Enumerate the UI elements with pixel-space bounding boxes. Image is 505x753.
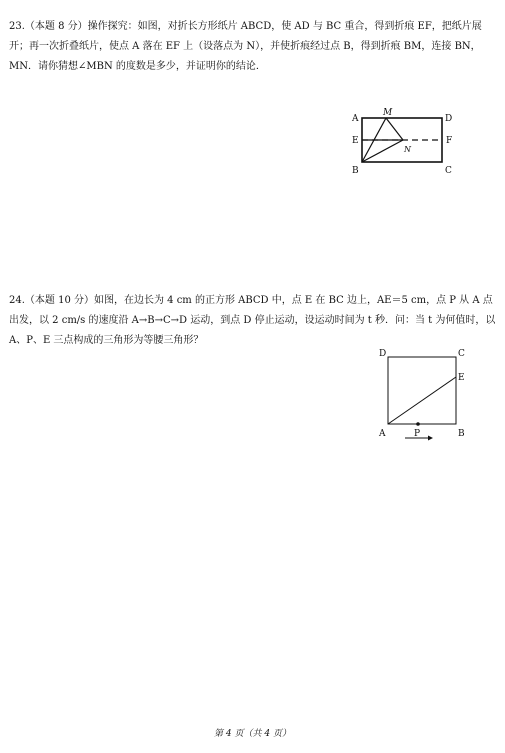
- label-p: P: [414, 429, 421, 439]
- segment-mn: [386, 118, 403, 140]
- label-d: D: [379, 349, 387, 359]
- question-23-figure: [348, 106, 464, 182]
- label-a: A: [352, 114, 359, 124]
- square-abcd: [388, 357, 456, 424]
- label-e: E: [458, 373, 465, 383]
- label-c: C: [458, 349, 465, 359]
- label-c: C: [445, 166, 452, 176]
- question-23-text: 23.（本题 8 分）操作探究：如图，对折长方形纸片 ABCD，使 AD 与 BC 重合，得到折痕 EF，把纸片展开；再一次折叠纸片，使点 A 落在 EF 上（设落点为 N），并使折痕经过点 B，得到折痕 BM，连接 BN，MN．请你猜想∠MBN 的度数是多少，并证明你的结论．: [9, 21, 482, 72]
- point-p: [416, 422, 420, 426]
- label-n: N: [404, 145, 411, 154]
- question-24-figure: [374, 343, 472, 441]
- question-24-text: 24.（本题 10 分）如图，在边长为 4 cm 的正方形 ABCD 中，点 E 在 BC 边上，AE＝5 cm，点 P 从 A 点出发，以 2 cm/s 的速度沿 A→B→C→D 运动，到点 D 停止运动，设运动时间为 t 秒．问：当 t 为何值时，以 A、P、E 三点构成的三角形为等腰三角形？: [9, 295, 496, 346]
- page-footer: 第 4 页（共 4 页）: [214, 729, 291, 739]
- label-f: F: [446, 136, 453, 146]
- label-b: B: [458, 429, 465, 439]
- label-d: D: [445, 114, 453, 124]
- label-a: A: [379, 429, 386, 439]
- segment-ae: [388, 377, 456, 424]
- label-m: M: [383, 108, 393, 118]
- label-b: B: [352, 166, 359, 176]
- label-e: E: [352, 136, 359, 146]
- arrow-head: [428, 436, 433, 441]
